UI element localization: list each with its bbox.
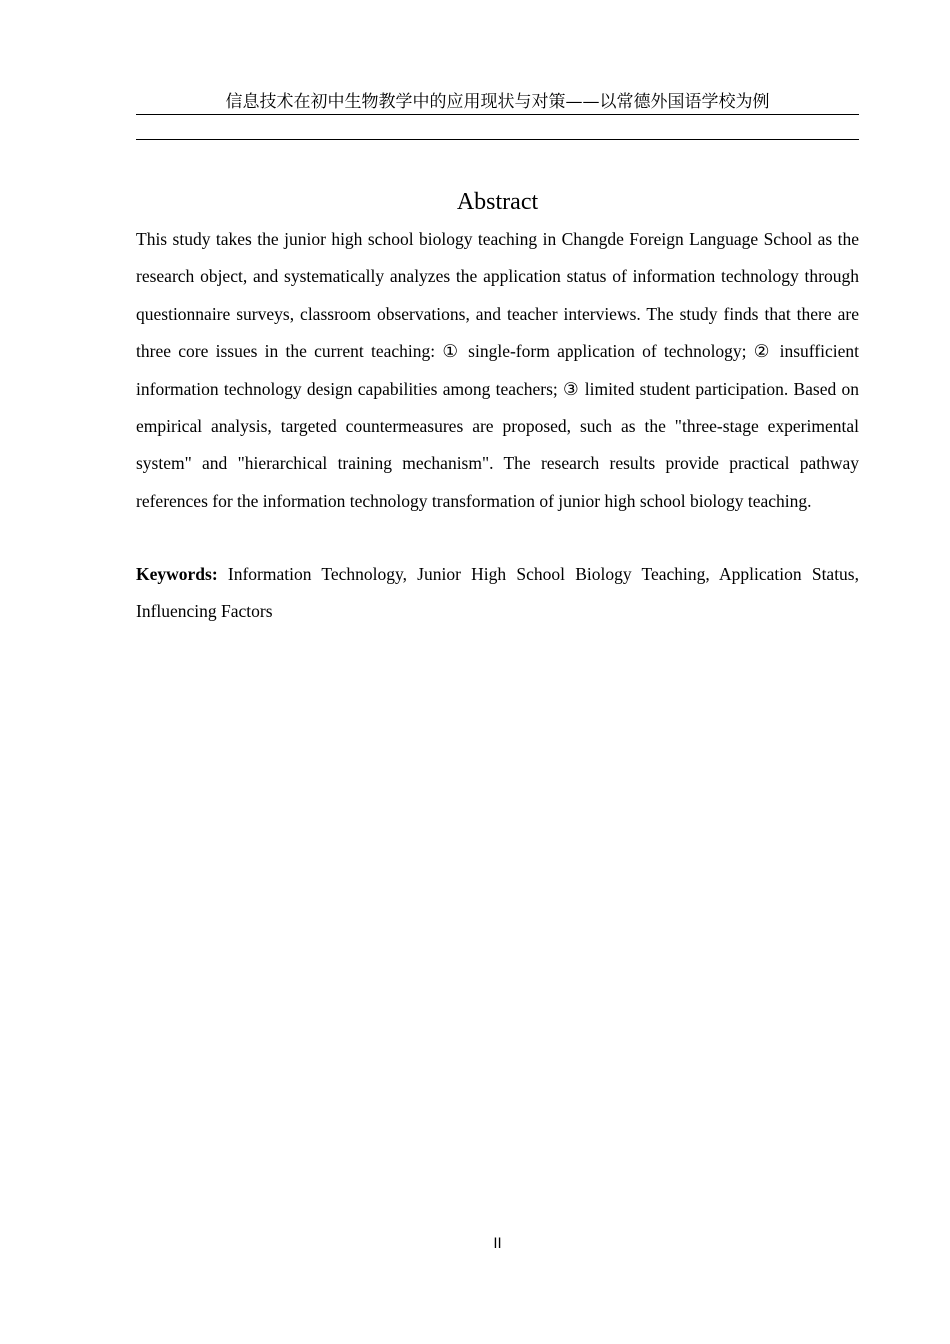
header-rule-thick (136, 139, 859, 140)
header-rule-thin (136, 114, 859, 115)
abstract-paragraph: This study takes the junior high school biology teaching in Changde Foreign Language School as the research object, and systematically analyzes the application status of information technology through questionnaire surveys, classroom observations, and teacher interviews. The study finds that there are three core issues in the current teaching: ① single-form application of technology; ② insufficient information technology design capabilities among teachers; ③ limited student participation. Based on empirical analysis, targeted countermeasures are proposed, such as the "three-stage experimental system" and "hierarchical training mechanism". The research results provide practical pathway references for the information technology transformation of junior high school biology teaching. (136, 229, 859, 511)
page-number: II (493, 1236, 502, 1252)
keywords-line (136, 556, 859, 631)
abstract-heading: Abstract (456, 189, 539, 215)
keywords-label: Keywords: (136, 564, 218, 584)
keywords-text: Information Technology, Junior High School Biology Teaching, Application Status, Influencing Factors (136, 564, 859, 622)
running-header-title: 信息技术在初中生物教学中的应用现状与对策——以常德外国语学校为例 (225, 92, 770, 112)
